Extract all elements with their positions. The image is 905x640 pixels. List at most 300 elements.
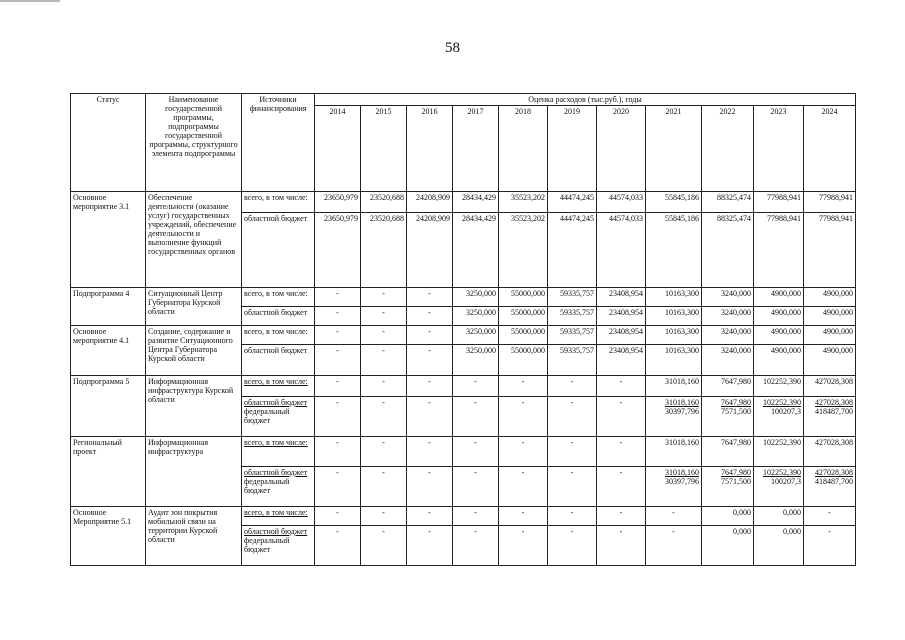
- value-text: -: [521, 468, 525, 477]
- value-text: -: [474, 438, 477, 447]
- value-text: 77988,941: [767, 193, 801, 202]
- value-text: -: [382, 377, 385, 386]
- row-status: Основное мероприятие 3.1: [71, 192, 146, 288]
- value-cell: [361, 326, 407, 345]
- value-cell: [407, 326, 453, 345]
- value-cell: [361, 507, 407, 526]
- value-text: 4900,000: [823, 308, 853, 317]
- value-cell: [453, 326, 499, 345]
- funding-source-label: областной бюджет: [244, 214, 308, 223]
- value-cell: [597, 526, 646, 566]
- value-text: -: [382, 289, 385, 298]
- header-sources: Источники финансирования: [242, 94, 315, 192]
- funding-source-label-federal: федеральный бюджет: [244, 477, 290, 495]
- value-text: -: [382, 346, 385, 355]
- value-cell: [453, 376, 499, 397]
- value-cell: [407, 376, 453, 397]
- value-cell: [548, 507, 597, 526]
- value-cell: [597, 326, 646, 345]
- table-row: [71, 326, 856, 345]
- value-cell: [597, 345, 646, 376]
- value-text: 7647,980: [721, 438, 751, 447]
- value-cell: [597, 467, 646, 507]
- value-text: 31018,160: [665, 438, 699, 447]
- value-text: 59335,757: [560, 289, 594, 298]
- value-text: 7647,980: [721, 377, 751, 386]
- value-text: -: [428, 438, 431, 447]
- value-text: -: [336, 508, 339, 517]
- value-cell: [597, 288, 646, 307]
- value-cell: [548, 376, 597, 397]
- year-header: 2021: [646, 106, 702, 192]
- row-funding-source: [242, 437, 315, 467]
- value-cell: [702, 345, 754, 376]
- value-text: -: [428, 327, 431, 336]
- row-funding-source: [242, 345, 315, 376]
- value-cell: [361, 526, 407, 566]
- value-cell: [754, 507, 804, 526]
- value-text: 77988,941: [767, 214, 801, 223]
- value-cell: [646, 288, 702, 307]
- value-text: -: [619, 398, 623, 407]
- row-status: Основное Мероприятие 5.1: [71, 507, 146, 566]
- value-cell: [754, 437, 804, 467]
- value-text: 44574,033: [609, 193, 643, 202]
- value-text: 10163,300: [665, 327, 699, 336]
- value-cell: [315, 288, 361, 307]
- year-header: 2024: [804, 106, 856, 192]
- value-cell: [804, 376, 856, 397]
- value-cell: [315, 213, 361, 288]
- value-cell: [499, 397, 548, 437]
- year-header: 2015: [361, 106, 407, 192]
- value-text: 3250,000: [466, 289, 496, 298]
- value-cell: [646, 437, 702, 467]
- value-cell: [361, 345, 407, 376]
- value-cell: [453, 526, 499, 566]
- value-cell: [315, 507, 361, 526]
- value-text: -: [336, 346, 339, 355]
- value-cell: [499, 526, 548, 566]
- value-cell: [499, 376, 548, 397]
- value-text: 0,000: [783, 527, 801, 536]
- value-text: -: [428, 398, 431, 407]
- value-text: 44474,245: [560, 214, 594, 223]
- value-cell: [315, 326, 361, 345]
- table-row: [71, 507, 856, 526]
- value-text: -: [336, 289, 339, 298]
- value-text: -: [474, 398, 477, 407]
- funding-source-label-federal: федеральный бюджет: [244, 536, 290, 554]
- value-cell: [315, 376, 361, 397]
- value-text: 7647,980: [721, 468, 751, 477]
- value-text: -: [382, 438, 385, 447]
- value-text-federal: 7571,500: [721, 477, 751, 486]
- value-text-federal: 30397,796: [665, 407, 699, 416]
- value-cell: [315, 307, 361, 326]
- value-text: 23408,954: [609, 346, 643, 355]
- funding-source-label: всего, в том числе:: [244, 327, 308, 336]
- value-text: 3240,000: [721, 308, 751, 317]
- funding-source-label: всего, в том числе:: [244, 438, 308, 447]
- value-cell: [702, 192, 754, 213]
- row-program-name: Создание, содержание и развитие Ситуационного Центра Губернатора Курской области: [146, 326, 242, 376]
- value-text: -: [521, 508, 525, 517]
- value-cell: [499, 467, 548, 507]
- value-text: -: [570, 377, 574, 386]
- row-status: Подпрограмма 4: [71, 288, 146, 326]
- value-text: -: [336, 527, 339, 536]
- funding-source-label: всего, в том числе:: [244, 377, 308, 386]
- value-cell: [702, 307, 754, 326]
- funding-source-label: областной бюджет: [244, 527, 308, 536]
- value-cell: [597, 437, 646, 467]
- value-text: -: [672, 508, 675, 517]
- value-cell: [754, 326, 804, 345]
- value-text: 4900,000: [771, 327, 801, 336]
- value-cell: [407, 467, 453, 507]
- value-text: -: [570, 468, 574, 477]
- value-cell: [702, 507, 754, 526]
- value-cell: [453, 507, 499, 526]
- header-row-1: [71, 94, 856, 106]
- value-cell: [646, 345, 702, 376]
- value-text: 23520,688: [370, 193, 404, 202]
- value-text-federal: 418487,700: [815, 407, 853, 416]
- value-cell: [407, 437, 453, 467]
- value-cell: [804, 345, 856, 376]
- row-funding-source: [242, 288, 315, 307]
- value-text: 31018,160: [665, 398, 699, 407]
- page-number: 58: [445, 40, 460, 56]
- value-cell: [499, 345, 548, 376]
- value-text: -: [570, 398, 574, 407]
- budget-table: [70, 93, 856, 566]
- value-text: -: [382, 468, 385, 477]
- value-cell: [499, 326, 548, 345]
- year-header: 2020: [597, 106, 646, 192]
- value-text: 77988,941: [819, 193, 853, 202]
- value-cell: [499, 507, 548, 526]
- value-text: 3240,000: [721, 289, 751, 298]
- value-cell: [548, 526, 597, 566]
- value-text: 88325,474: [717, 214, 751, 223]
- value-cell: [548, 192, 597, 213]
- value-text: -: [474, 468, 477, 477]
- funding-source-label: областной бюджет: [244, 398, 308, 407]
- value-text: 102252,390: [763, 468, 801, 477]
- value-text: 0,000: [733, 508, 751, 517]
- value-text: 28434,429: [462, 214, 496, 223]
- row-status: Подпрограмма 5: [71, 376, 146, 437]
- value-text: -: [619, 438, 623, 447]
- row-status: Основное мероприятие 4.1: [71, 326, 146, 376]
- value-cell: [597, 307, 646, 326]
- header-estimate: Оценка расходов (тыс.руб.), годы: [315, 94, 856, 106]
- value-text: -: [570, 438, 574, 447]
- value-text: 55000,000: [511, 327, 545, 336]
- value-text-federal: 7571,500: [721, 407, 751, 416]
- row-funding-source: [242, 507, 315, 526]
- value-cell: [754, 213, 804, 288]
- value-text: -: [428, 508, 431, 517]
- value-cell: [453, 213, 499, 288]
- value-text: 23650,979: [324, 214, 358, 223]
- header-status: Статус: [71, 94, 146, 192]
- value-cell: [548, 345, 597, 376]
- value-text: -: [474, 377, 477, 386]
- value-cell: [453, 288, 499, 307]
- value-cell: [407, 345, 453, 376]
- value-cell: [646, 326, 702, 345]
- value-cell: [499, 307, 548, 326]
- value-text: 102252,390: [763, 398, 801, 407]
- row-status: Региональный проект: [71, 437, 146, 507]
- value-text: -: [521, 398, 525, 407]
- value-text: -: [428, 346, 431, 355]
- value-text: 59335,757: [560, 346, 594, 355]
- value-cell: [407, 288, 453, 307]
- year-header: 2019: [548, 106, 597, 192]
- row-program-name: Информационная инфраструктура: [146, 437, 242, 507]
- value-text: 4900,000: [771, 346, 801, 355]
- value-text: 31018,160: [665, 468, 699, 477]
- value-text: -: [428, 308, 431, 317]
- row-program-name: Информационная инфраструктура Курской области: [146, 376, 242, 437]
- value-text: 3240,000: [721, 327, 751, 336]
- value-cell: [548, 437, 597, 467]
- value-text: -: [619, 468, 623, 477]
- value-text-federal: 418487,700: [815, 477, 853, 486]
- value-cell: [361, 376, 407, 397]
- value-text: 59335,757: [560, 327, 594, 336]
- value-cell: [804, 213, 856, 288]
- value-cell: [453, 467, 499, 507]
- value-cell: [548, 397, 597, 437]
- value-text: 102252,390: [763, 377, 801, 386]
- value-cell: [499, 437, 548, 467]
- value-text: 10163,300: [665, 308, 699, 317]
- value-cell: [754, 467, 804, 507]
- year-header: 2016: [407, 106, 453, 192]
- value-cell: [754, 376, 804, 397]
- value-cell: [804, 307, 856, 326]
- funding-source-label: всего, в том числе:: [244, 508, 308, 517]
- value-cell: [548, 326, 597, 345]
- value-cell: [702, 213, 754, 288]
- value-cell: [597, 192, 646, 213]
- value-cell: [646, 307, 702, 326]
- funding-source-label-federal: федеральный бюджет: [244, 407, 290, 425]
- value-cell: [453, 192, 499, 213]
- value-text: 23650,979: [324, 193, 358, 202]
- year-header: 2017: [453, 106, 499, 192]
- value-cell: [597, 213, 646, 288]
- row-funding-source: [242, 397, 315, 437]
- value-text: -: [336, 438, 339, 447]
- value-cell: [453, 437, 499, 467]
- value-text: 4900,000: [823, 327, 853, 336]
- value-text: 31018,160: [665, 377, 699, 386]
- value-cell: [499, 213, 548, 288]
- value-text: -: [336, 327, 339, 336]
- value-text: 55845,186: [665, 193, 699, 202]
- value-cell: [804, 507, 856, 526]
- value-text: -: [521, 438, 525, 447]
- value-cell: [315, 397, 361, 437]
- value-cell: [453, 307, 499, 326]
- value-cell: [597, 397, 646, 437]
- year-header: 2014: [315, 106, 361, 192]
- value-cell: [361, 213, 407, 288]
- value-cell: [702, 437, 754, 467]
- value-cell: [407, 192, 453, 213]
- year-header: 2022: [702, 106, 754, 192]
- value-cell: [646, 467, 702, 507]
- value-text: 44474,245: [560, 193, 594, 202]
- value-text: 23408,954: [609, 308, 643, 317]
- value-text: -: [336, 377, 339, 386]
- value-text: 427028,308: [815, 377, 853, 386]
- value-cell: [754, 307, 804, 326]
- value-cell: [646, 376, 702, 397]
- value-cell: [315, 467, 361, 507]
- value-text: -: [474, 508, 477, 517]
- value-text: 23520,688: [370, 214, 404, 223]
- value-text: 77988,941: [819, 214, 853, 223]
- value-cell: [646, 192, 702, 213]
- funding-source-label: всего, в том числе:: [244, 289, 308, 298]
- value-cell: [453, 345, 499, 376]
- table-row: [71, 376, 856, 397]
- value-text: 10163,300: [665, 346, 699, 355]
- row-funding-source: [242, 326, 315, 345]
- value-text: 4900,000: [823, 289, 853, 298]
- value-text: -: [828, 508, 831, 517]
- value-cell: [646, 507, 702, 526]
- value-cell: [548, 288, 597, 307]
- value-text: -: [828, 527, 831, 536]
- value-cell: [315, 526, 361, 566]
- value-text: 4900,000: [823, 346, 853, 355]
- value-cell: [597, 376, 646, 397]
- row-funding-source: [242, 526, 315, 566]
- value-text: 23408,954: [609, 289, 643, 298]
- value-cell: [702, 288, 754, 307]
- value-cell: [315, 192, 361, 213]
- value-cell: [804, 397, 856, 437]
- value-text: -: [521, 527, 525, 536]
- value-text: -: [428, 468, 431, 477]
- value-text: -: [382, 327, 385, 336]
- row-funding-source: [242, 467, 315, 507]
- year-header: 2018: [499, 106, 548, 192]
- value-cell: [754, 526, 804, 566]
- value-cell: [453, 397, 499, 437]
- row-funding-source: [242, 192, 315, 213]
- value-cell: [804, 526, 856, 566]
- value-text: 35523,202: [511, 193, 545, 202]
- value-text: 35523,202: [511, 214, 545, 223]
- value-cell: [804, 288, 856, 307]
- value-cell: [407, 213, 453, 288]
- value-text: 0,000: [783, 508, 801, 517]
- value-text: -: [428, 527, 431, 536]
- value-text: -: [382, 398, 385, 407]
- value-text: 3250,000: [466, 346, 496, 355]
- value-text: -: [619, 377, 623, 386]
- value-text: 28434,429: [462, 193, 496, 202]
- value-text: 427028,308: [815, 468, 853, 477]
- value-cell: [702, 397, 754, 437]
- row-program-name: Обеспечение деятельности (оказание услуг) государственных учреждений, обеспечение деятельности и выполнение функций государственных органов: [146, 192, 242, 288]
- value-text: 55000,000: [511, 308, 545, 317]
- value-cell: [754, 192, 804, 213]
- row-program-name: Аудит зон покрытия мобильной связи на территории Курской области: [146, 507, 242, 566]
- value-text-federal: 30397,796: [665, 477, 699, 486]
- value-cell: [804, 437, 856, 467]
- value-text: 44574,033: [609, 214, 643, 223]
- value-cell: [315, 437, 361, 467]
- value-cell: [702, 526, 754, 566]
- value-text: 24208,909: [416, 193, 450, 202]
- value-cell: [315, 345, 361, 376]
- row-program-name: Ситуационный Центр Губернатора Курской области: [146, 288, 242, 326]
- value-cell: [754, 345, 804, 376]
- value-text: 24208,909: [416, 214, 450, 223]
- value-cell: [804, 467, 856, 507]
- row-funding-source: [242, 213, 315, 288]
- value-text: -: [619, 508, 623, 517]
- scan-artifact-line: [0, 0, 60, 2]
- value-text: -: [336, 468, 339, 477]
- value-cell: [407, 526, 453, 566]
- value-cell: [804, 192, 856, 213]
- value-cell: [548, 307, 597, 326]
- value-text: 0,000: [733, 527, 751, 536]
- funding-source-label: областной бюджет: [244, 468, 308, 477]
- table-row: [71, 192, 856, 213]
- table-row: [71, 288, 856, 307]
- funding-source-label: всего, в том числе:: [244, 193, 308, 202]
- value-cell: [754, 397, 804, 437]
- value-cell: [499, 288, 548, 307]
- value-text: -: [382, 508, 385, 517]
- row-funding-source: [242, 307, 315, 326]
- value-text: 427028,308: [815, 398, 853, 407]
- value-text: 55845,186: [665, 214, 699, 223]
- value-text: -: [619, 527, 623, 536]
- value-text: -: [428, 289, 431, 298]
- value-text: -: [521, 377, 525, 386]
- value-cell: [361, 397, 407, 437]
- value-cell: [702, 467, 754, 507]
- value-cell: [407, 397, 453, 437]
- funding-source-label: областной бюджет: [244, 308, 308, 317]
- value-cell: [361, 437, 407, 467]
- value-text: 4900,000: [771, 308, 801, 317]
- value-cell: [646, 213, 702, 288]
- value-text: 102252,390: [763, 438, 801, 447]
- value-cell: [646, 526, 702, 566]
- value-cell: [361, 192, 407, 213]
- value-cell: [548, 467, 597, 507]
- value-cell: [597, 507, 646, 526]
- value-text: -: [570, 527, 574, 536]
- value-cell: [407, 307, 453, 326]
- value-cell: [702, 376, 754, 397]
- value-cell: [361, 307, 407, 326]
